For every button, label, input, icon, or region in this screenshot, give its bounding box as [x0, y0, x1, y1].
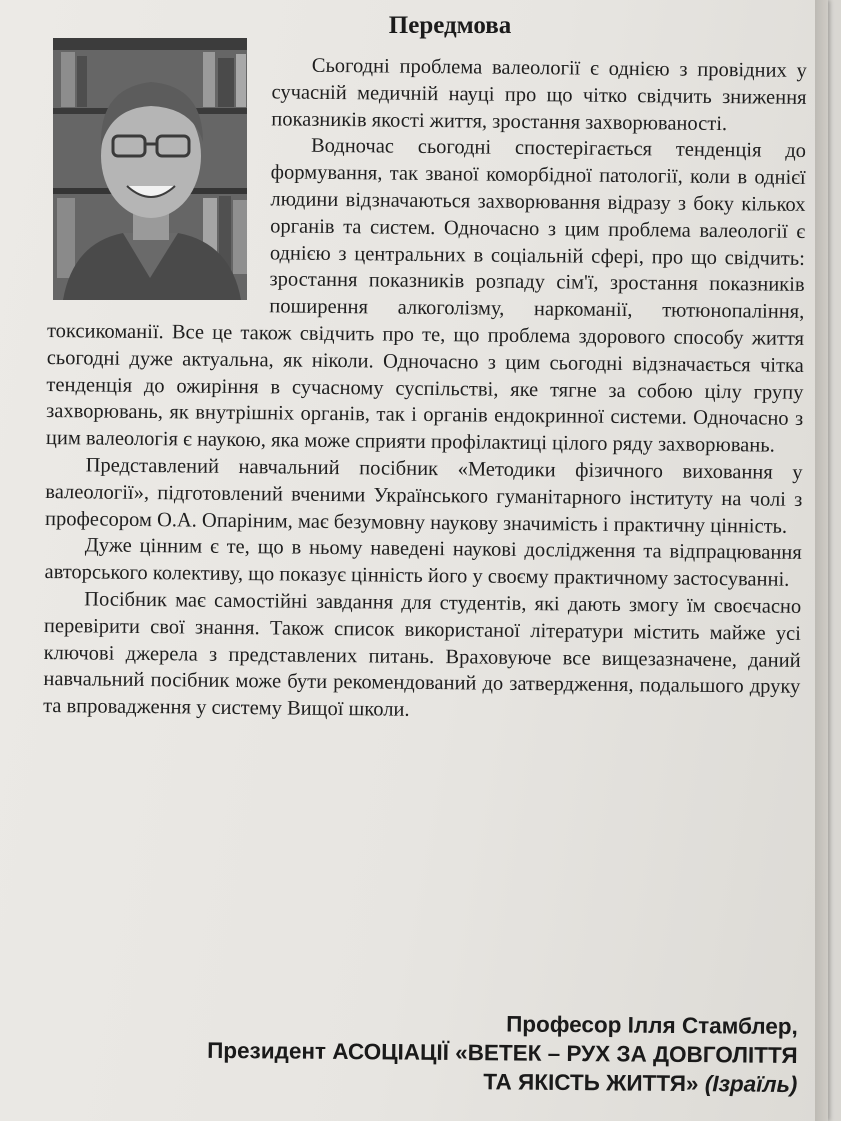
paragraph-2: Водночас сьогодні спостерігається тенденція до формування, так званої коморбідної патології, коли в однієї людини відзначаються захворювання відразу з боку кількох органів та систем. Одночасно з цим проблема валеології є однією з центральних в соціальній сфері, про що свідчить: зростання показників розпаду сім'ї, зростання показників поширення алкоголізму, наркоманії, тютюнопаління, токсикоманії. Все це також свідчить про те, що проблема здорового способу життя сьогодні дуже актуальна, як ніколи. Одночасно з цим сьогодні відзначається чітка тенденція до ожиріння в сучасному суспільстві, яке тягне за собою цілу групу захворювань, як внутрішніх органів, так і органів ендокринної системи. Одночасно з цим валеологія є наукою, яка може сприяти профілактиці цілого ряду захворювань.: [45, 135, 807, 457]
page-title: Передмова: [388, 12, 512, 39]
signature-country: (Ізраїль): [704, 1071, 798, 1097]
body-text: [43, 50, 807, 728]
page-edge: [815, 0, 828, 1121]
paragraph-4: Дуже цінним є те, що в ньому наведені наукові дослідження та відпрацювання авторського колективу, що показує цінність його у своєму практичному застосуванні.: [44, 534, 802, 591]
paragraph-5: Посібник має самостійні завдання для студентів, які дають змогу їм своєчасно перевірити свої знання. Також список використаної літератури містить майже усі ключові джерела з представлених питань. Враховуюче все вищезазначене, даний навчальний посібник може бути рекомендований до затвердження, подальшого друку та впровадження у систему Вищої школи.: [43, 588, 802, 721]
signature-organization-end: ТА ЯКІСТЬ ЖИТТЯ»: [483, 1069, 699, 1097]
photo-float-spacer: [47, 38, 272, 302]
signature-position: Президент АСОЦІАЦІЇ «ВЕТЕК – РУХ ЗА ДОВГОЛІТТЯ: [207, 1037, 798, 1068]
paragraph-3: Представлений навчальний посібник «Методики фізичного виховання у валеології», підготовлений вченими Українського гуманітарного інституту на чолі з професором О.А. Опаріним, має безумовну наукову значимість і практичну цінність.: [44, 454, 803, 538]
signature-name: Професор Ілля Стамблер,: [506, 1011, 798, 1039]
signature-block: [97, 1006, 798, 1099]
paragraph-1: Сьогодні проблема валеології є однією з провідних у сучасній медичній науці про що чітко свідчить зниження показників якості життя, зростання захворюваності.: [271, 54, 807, 135]
signature-position-continued: [97, 1064, 797, 1099]
